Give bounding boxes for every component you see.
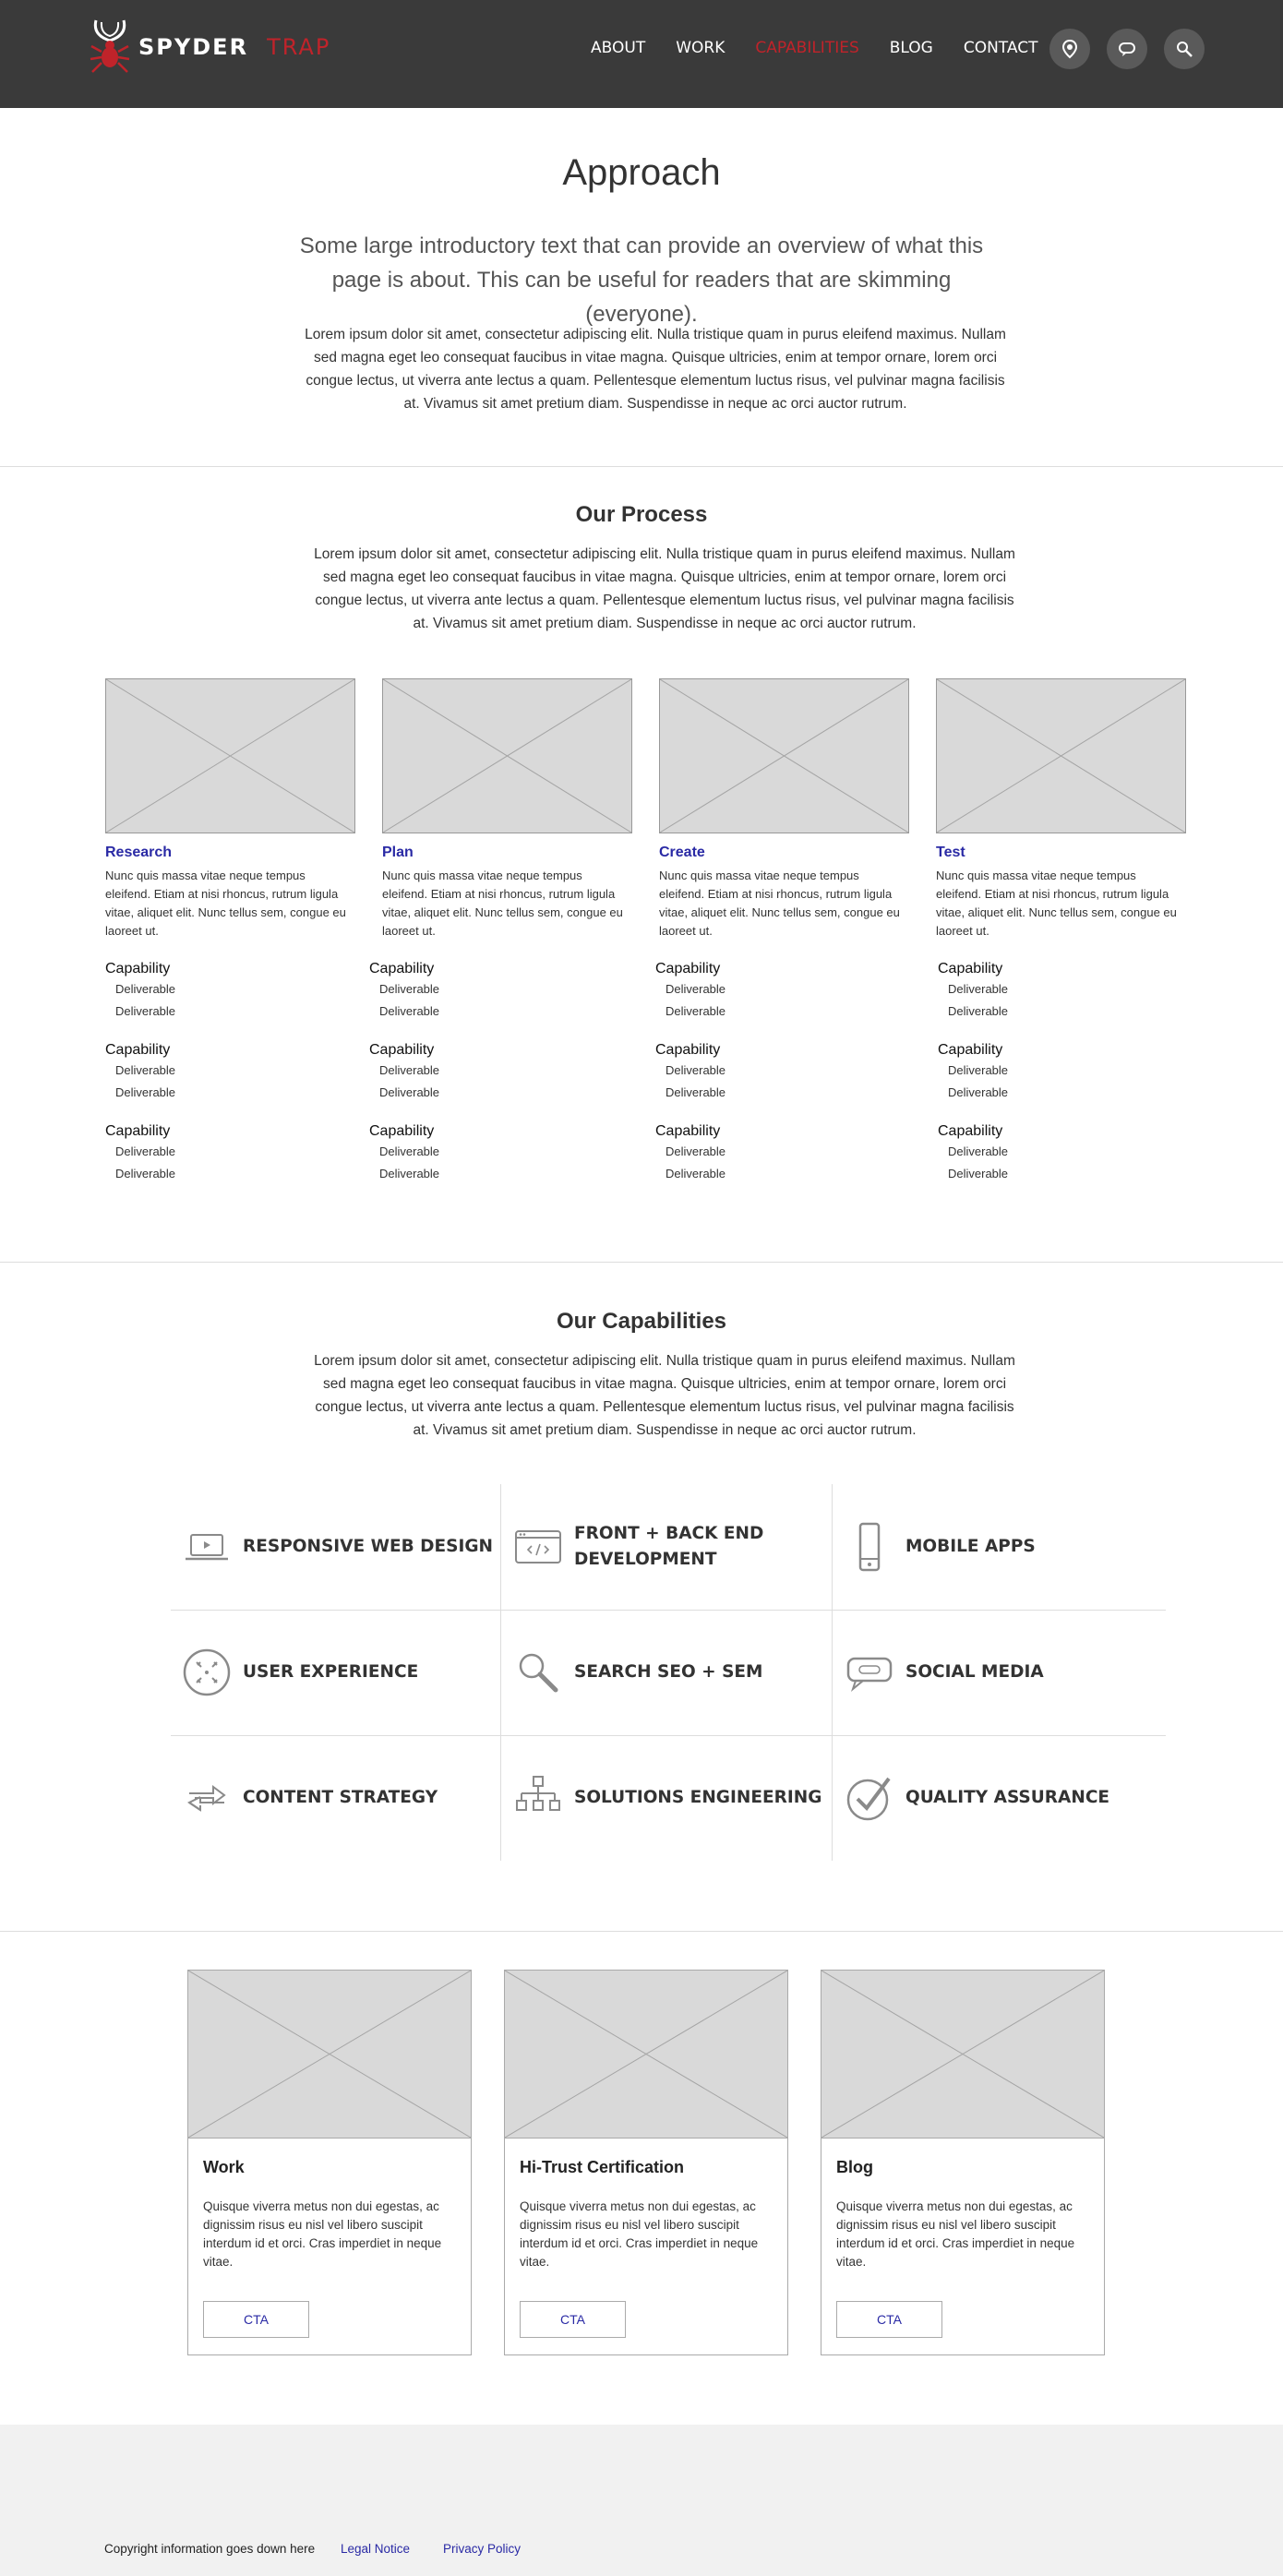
chat-icon <box>1117 39 1137 59</box>
deliverable-item: Deliverable <box>115 1167 176 1180</box>
copyright-text: Copyright information goes down here <box>104 2542 316 2556</box>
capabilities-heading-wrap <box>0 1309 1283 1335</box>
card-work <box>187 1970 472 2355</box>
step-title[interactable]: Create <box>659 845 705 860</box>
capability-label: FRONT + BACK END DEVELOPMENT <box>574 1524 764 1569</box>
intro-text: Some large introductory text that can provide an overview of what this page is about. This can be useful for readers that are skimming (everyone). <box>299 234 984 327</box>
nav-link-capabilities[interactable]: CAPABILITIES <box>755 39 859 57</box>
search-button[interactable] <box>1164 29 1205 69</box>
speech-bubble-icon <box>845 1647 894 1697</box>
capability-group <box>655 1122 725 1185</box>
deliverable-item: Deliverable <box>665 982 726 996</box>
capability-label: CONTENT STRATEGY <box>243 1788 438 1807</box>
chat-button[interactable] <box>1107 29 1147 69</box>
capability-heading: Capability <box>105 961 171 976</box>
capability-heading: Capability <box>369 1042 435 1058</box>
capability-group <box>655 1041 725 1104</box>
capability-heading: Capability <box>105 1123 171 1139</box>
step-text: Nunc quis massa vitae neque tempus eleifend. Etiam at nisi rhoncus, rutrum ligula vitae, aliquet elit. Nunc tellus sem, congue eu laoreet ut. <box>659 869 900 938</box>
card-text: Quisque viverra metus non dui egestas, ac dignissim risus eu nisl vel libero suscipit interdum id et orci. Cras imperdiet in neque vitae. <box>203 2199 442 2269</box>
deliverable-item: Deliverable <box>665 1085 726 1099</box>
search-icon <box>1174 39 1194 59</box>
card-title: Hi-Trust Certification <box>520 2158 685 2176</box>
section-divider <box>0 1931 1283 1932</box>
deliverable-item: Deliverable <box>948 1144 1009 1158</box>
deliverable-item: Deliverable <box>115 1144 176 1158</box>
arrows-icon <box>182 1773 232 1823</box>
capability-solutions-engineering[interactable] <box>502 1735 833 1861</box>
privacy-policy-link[interactable]: Privacy Policy <box>443 2542 522 2556</box>
step-title[interactable]: Test <box>936 845 965 860</box>
deliverable-item: Deliverable <box>115 1063 176 1077</box>
cta-button[interactable]: CTA <box>836 2301 942 2338</box>
process-title: Our Process <box>575 502 708 527</box>
nav-link-contact[interactable]: CONTACT <box>963 39 1038 57</box>
process-step-create <box>659 845 904 941</box>
card-title: Work <box>203 2158 245 2176</box>
section-divider <box>0 466 1283 467</box>
capability-heading: Capability <box>938 961 1003 976</box>
nav-link-about[interactable]: ABOUT <box>591 39 646 57</box>
nav-link-blog[interactable]: BLOG <box>889 39 933 57</box>
capability-group <box>105 1122 175 1185</box>
deliverable-item: Deliverable <box>665 1004 726 1018</box>
process-step-test <box>936 845 1181 941</box>
deliverable-item: Deliverable <box>948 1063 1009 1077</box>
capability-social-media[interactable] <box>833 1610 1165 1735</box>
capability-mobile-apps[interactable] <box>833 1484 1165 1610</box>
top-navigation-bar <box>0 0 1283 108</box>
capability-group <box>105 1041 175 1104</box>
image-placeholder <box>936 678 1186 833</box>
location-pin-button[interactable] <box>1049 29 1090 69</box>
card-text: Quisque viverra metus non dui egestas, ac dignissim risus eu nisl vel libero suscipit interdum id et orci. Cras imperdiet in neque vitae. <box>520 2199 759 2269</box>
deliverable-item: Deliverable <box>115 982 176 996</box>
magnifier-icon <box>513 1647 563 1697</box>
deliverable-item: Deliverable <box>379 982 440 996</box>
cta-button[interactable]: CTA <box>203 2301 309 2338</box>
step-text: Nunc quis massa vitae neque tempus eleifend. Etiam at nisi rhoncus, rutrum ligula vitae, aliquet elit. Nunc tellus sem, congue eu laoreet ut. <box>382 869 623 938</box>
capability-group <box>369 960 439 1023</box>
compass-icon <box>182 1647 232 1697</box>
capability-label: SOLUTIONS ENGINEERING <box>574 1788 822 1807</box>
capability-label: MOBILE APPS <box>905 1537 1036 1556</box>
deliverable-item: Deliverable <box>379 1085 440 1099</box>
process-heading-wrap <box>0 502 1283 528</box>
image-placeholder <box>382 678 632 833</box>
deliverable-item: Deliverable <box>379 1063 440 1077</box>
process-step-plan <box>382 845 627 941</box>
capability-responsive-web-design[interactable] <box>171 1484 502 1610</box>
capability-search-seo-sem[interactable] <box>502 1610 833 1735</box>
card-hi-trust-certification <box>504 1970 788 2355</box>
footer <box>0 2425 1283 2576</box>
hierarchy-icon <box>513 1773 563 1823</box>
capability-heading: Capability <box>369 1123 435 1139</box>
deliverable-item: Deliverable <box>665 1144 726 1158</box>
deliverable-item: Deliverable <box>948 1085 1009 1099</box>
approach-body: Lorem ipsum dolor sit amet, consectetur adipiscing elit. Nulla tristique quam in purus eleifend maximus. Nullam sed magna eget leo consequat faucibus in vitae magna. Quisque ultricies, enim at tempor ornare, lorem orci congue lectus, ut viverra ante lectus a quam. Pellentesque elementum luctus risus, vel pulvinar magna facilisis at. Vivamus sit amet pretium diam. Suspendisse in neque ac orci auctor rutrum. <box>305 327 1006 412</box>
process-body: Lorem ipsum dolor sit amet, consectetur adipiscing elit. Nulla tristique quam in purus eleifend maximus. Nullam sed magna eget leo consequat faucibus in vitae magna. Quisque ultricies, enim at tempor ornare, lorem orci congue lectus, ut viverra ante lectus a quam. Pellentesque elementum luctus risus, vel pulvinar magna facilisis at. Vivamus sit amet pretium diam. Suspendisse in neque ac orci auctor rutrum. <box>314 546 1015 631</box>
capability-user-experience[interactable] <box>171 1610 502 1735</box>
capabilities-title: Our Capabilities <box>556 1309 727 1334</box>
deliverable-item: Deliverable <box>948 1167 1009 1180</box>
image-placeholder <box>188 1971 471 2139</box>
capability-label: RESPONSIVE WEB DESIGN <box>243 1537 494 1556</box>
image-placeholder <box>821 1971 1104 2139</box>
legal-notice-link[interactable]: Legal Notice <box>341 2542 411 2556</box>
deliverable-item: Deliverable <box>379 1167 440 1180</box>
page-title: Approach <box>562 152 721 193</box>
location-pin-icon <box>1060 39 1080 59</box>
deliverable-item: Deliverable <box>115 1085 176 1099</box>
step-title[interactable]: Plan <box>382 845 414 860</box>
capability-label: USER EXPERIENCE <box>243 1662 419 1682</box>
deliverable-item: Deliverable <box>665 1063 726 1077</box>
capability-label: SOCIAL MEDIA <box>905 1662 1044 1682</box>
deliverable-item: Deliverable <box>379 1144 440 1158</box>
capability-heading: Capability <box>655 1123 721 1139</box>
image-placeholder <box>659 678 909 833</box>
process-step-research <box>105 845 350 941</box>
capability-heading: Capability <box>938 1123 1003 1139</box>
spider-logo-icon <box>89 18 131 76</box>
capability-group <box>369 1122 439 1185</box>
card-blog <box>821 1970 1105 2355</box>
capability-group <box>655 960 725 1023</box>
step-text: Nunc quis massa vitae neque tempus eleifend. Etiam at nisi rhoncus, rutrum ligula vitae, aliquet elit. Nunc tellus sem, congue eu laoreet ut. <box>936 869 1177 938</box>
capability-heading: Capability <box>369 961 435 976</box>
deliverable-item: Deliverable <box>948 1004 1009 1018</box>
code-window-icon <box>513 1522 563 1572</box>
cta-button[interactable]: CTA <box>520 2301 626 2338</box>
capability-quality-assurance[interactable] <box>833 1735 1165 1861</box>
nav-links <box>591 37 1068 59</box>
capability-label: QUALITY ASSURANCE <box>905 1788 1110 1807</box>
deliverable-item: Deliverable <box>948 982 1009 996</box>
logo-word-spyder: SPYDER <box>138 34 249 60</box>
phone-icon <box>845 1522 894 1572</box>
image-placeholder <box>505 1971 787 2139</box>
capability-heading: Capability <box>655 961 721 976</box>
capability-heading: Capability <box>105 1042 171 1058</box>
deliverable-item: Deliverable <box>379 1004 440 1018</box>
image-placeholder <box>105 678 355 833</box>
capability-group <box>938 1122 1008 1185</box>
capability-group <box>938 960 1008 1023</box>
step-title[interactable]: Research <box>105 845 173 860</box>
deliverable-item: Deliverable <box>665 1167 726 1180</box>
capability-content-strategy[interactable] <box>171 1735 502 1861</box>
capability-front-back-end[interactable] <box>502 1484 833 1610</box>
step-text: Nunc quis massa vitae neque tempus eleifend. Etiam at nisi rhoncus, rutrum ligula vitae, aliquet elit. Nunc tellus sem, congue eu laoreet ut. <box>105 869 346 938</box>
card-text: Quisque viverra metus non dui egestas, ac dignissim risus eu nisl vel libero suscipit interdum id et orci. Cras imperdiet in neque vitae. <box>836 2199 1075 2269</box>
section-divider <box>0 1262 1283 1263</box>
capability-group <box>369 1041 439 1104</box>
capability-label: SEARCH SEO + SEM <box>574 1662 763 1682</box>
spyder-trap-logo[interactable] <box>89 18 330 76</box>
capability-group <box>105 960 175 1023</box>
capability-heading: Capability <box>938 1042 1003 1058</box>
nav-link-work[interactable]: WORK <box>676 39 725 57</box>
laptop-icon <box>182 1522 232 1572</box>
logo-word-trap: TRAP <box>267 34 331 60</box>
capabilities-body: Lorem ipsum dolor sit amet, consectetur adipiscing elit. Nulla tristique quam in purus eleifend maximus. Nullam sed magna eget leo consequat faucibus in vitae magna. Quisque ultricies, enim at tempor ornare, lorem orci congue lectus, ut viverra ante lectus a quam. Pellentesque elementum luctus risus, vel pulvinar magna facilisis at. Vivamus sit amet pretium diam. Suspendisse in neque ac orci auctor rutrum. <box>314 1353 1015 1438</box>
capability-heading: Capability <box>655 1042 721 1058</box>
deliverable-item: Deliverable <box>115 1004 176 1018</box>
checkmark-icon <box>845 1773 894 1823</box>
card-title: Blog <box>836 2158 873 2176</box>
approach-section <box>0 152 1283 194</box>
capability-group <box>938 1041 1008 1104</box>
capabilities-grid <box>171 1484 1166 1861</box>
